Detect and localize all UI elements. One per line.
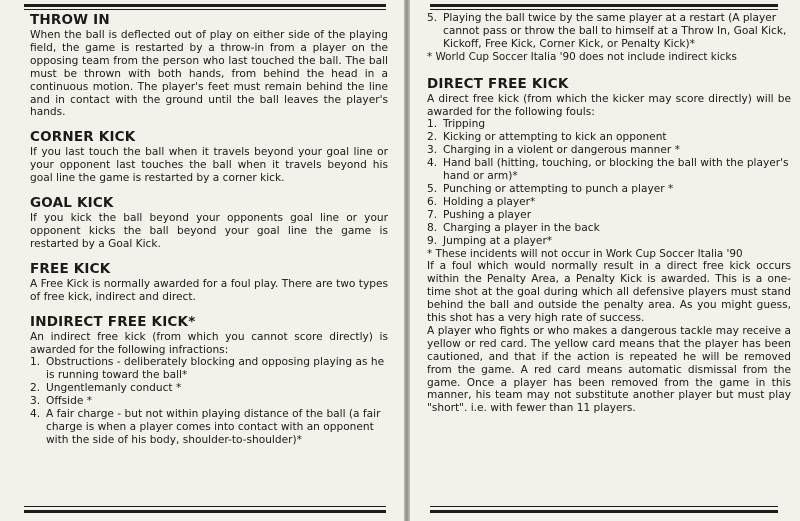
item-text: A fair charge - but not within playing distance of the ball (a fair charge is when a player comes into contact with an opponent with the side of his body, shoulder-to-shoulder)* <box>46 408 381 446</box>
bottom-rule-thin <box>430 506 778 507</box>
direct-fouls-list <box>427 118 791 247</box>
item-text: Tripping <box>443 118 486 131</box>
list-item <box>427 196 791 209</box>
penalty-kick-text: If a foul which would normally result in a direct free kick occurs within the Penalty Area, a Penalty Kick is awarded. This is a one-time shot at the goal during which all defensive players must stand behind the ball and outside the penalty area. As you might guess, this shot has a very high rate of success. <box>427 260 791 325</box>
item-text: Holding a player* <box>443 195 536 208</box>
bottom-rule <box>24 510 386 513</box>
list-item <box>427 118 791 131</box>
bottom-rule <box>430 510 778 513</box>
list-item <box>427 183 791 196</box>
goal-kick-section <box>30 195 388 251</box>
item-number: 9. <box>427 234 438 247</box>
corner-kick-heading: CORNER KICK <box>30 129 136 146</box>
list-item <box>427 157 791 183</box>
direct-free-kick-heading: DIRECT FREE KICK <box>427 75 569 92</box>
item-text: Charging in a violent or dangerous manner * <box>443 144 680 157</box>
corner-kick-text: If you last touch the ball when it travels beyond your goal line or your opponent last touches the ball when it travels beyond his goal line the game is restarted by a corner kick. <box>30 146 388 185</box>
free-kick-text: A Free Kick is normally awarded for a foul play. There are two types of free kick, indirect and direct. <box>30 277 388 303</box>
list-item <box>30 408 388 447</box>
list-item <box>30 395 388 408</box>
list-item <box>30 356 388 382</box>
top-rule-thin <box>430 9 778 10</box>
item-number: 4. <box>30 408 41 421</box>
item-number: 2. <box>427 131 438 144</box>
item-text: Ungentlemanly conduct * <box>46 382 182 395</box>
indirect-infractions-list <box>30 356 388 446</box>
item-number: 5. <box>427 182 438 195</box>
indirect-free-kick-intro: An indirect free kick (from which you cannot score directly) is awarded for the following infractions: <box>30 330 388 356</box>
list-item <box>30 382 388 395</box>
continued-infractions-list <box>427 12 791 51</box>
item-text: Playing the ball twice by the same player at a restart (A player cannot pass or throw the ball to himself at a Throw In, Goal Kick, Kickoff, Free Kick, Corner Kick, or Penalty Kick)* <box>443 12 787 50</box>
goal-kick-text: If you kick the ball beyond your opponents goal line or your opponent kicks the ball beyond your goal line the game is restarted by a Goal Kick. <box>30 212 388 250</box>
list-item <box>427 235 791 248</box>
cards-text: A player who fights or who makes a dangerous tackle may receive a yellow or red card. The yellow card means that the player has been cautioned, and that if the action is repeated he will be removed from the game. A red card means automatic dismissal from the game. Once a player has been removed from the game in this manner, his team may not substitute another player but must play "short". i.e. with fewer than 11 players. <box>427 324 791 415</box>
indirect-free-kick-section <box>30 314 388 447</box>
item-number: 7. <box>427 208 438 221</box>
corner-kick-section <box>30 129 388 185</box>
free-kick-heading: FREE KICK <box>30 260 111 277</box>
list-item <box>427 144 791 157</box>
throw-in-heading: THROW IN <box>30 12 110 28</box>
goal-kick-heading: GOAL KICK <box>30 195 114 212</box>
item-text: Hand ball (hitting, touching, or blocking the ball with the player's hand or arm)* <box>443 157 789 183</box>
list-item <box>427 209 791 222</box>
throw-in-text: When the ball is deflected out of play on either side of the playing field, the game is restarted by a throw-in from a player on the opposing team from the person who last touched the ball. The ball must be thrown with both hands, from behind the head in a continuous motion. The player's feet must remain behind the line and in contact with the ground until the ball leaves the player's hands. <box>30 29 388 119</box>
item-number: 2. <box>30 382 41 395</box>
item-text: Punching or attempting to punch a player * <box>443 182 674 195</box>
direct-free-kick-intro: A direct free kick (from which the kicker may score directly) will be awarded for the following fouls: <box>427 92 791 118</box>
item-text: Jumping at a player* <box>443 234 553 247</box>
list-item <box>427 12 791 51</box>
indirect-kicks-note: * World Cup Soccer Italia '90 does not include indirect kicks <box>427 50 737 63</box>
top-rule-thin <box>24 9 386 10</box>
top-rule <box>24 4 386 7</box>
item-number: 1. <box>30 356 41 369</box>
item-number: 5. <box>427 12 438 24</box>
throw-in-section <box>30 12 388 119</box>
list-item <box>427 131 791 144</box>
item-number: 3. <box>30 395 41 408</box>
incidents-note: * These incidents will not occur in Work Cup Soccer Italia '90 <box>427 247 743 260</box>
direct-free-kick-section <box>427 76 791 416</box>
item-text: Offside * <box>46 395 93 408</box>
right-page <box>410 0 800 521</box>
item-text: Pushing a player <box>443 208 532 221</box>
bottom-rule-thin <box>24 506 386 507</box>
item-text: Charging a player in the back <box>443 221 600 234</box>
left-page-content <box>30 12 388 457</box>
free-kick-section <box>30 261 388 304</box>
item-number: 3. <box>427 144 438 157</box>
item-text: Obstructions - deliberately blocking and opposing playing as he is running toward the ball* <box>46 356 385 382</box>
item-number: 8. <box>427 221 438 234</box>
list-item <box>427 222 791 235</box>
item-text: Kicking or attempting to kick an opponent <box>443 131 667 144</box>
indirect-free-kick-heading: INDIRECT FREE KICK* <box>30 313 196 330</box>
top-rule <box>430 4 778 7</box>
item-number: 6. <box>427 195 438 208</box>
item-number: 1. <box>427 118 438 131</box>
item-number: 4. <box>427 157 438 170</box>
right-page-content <box>427 12 791 415</box>
